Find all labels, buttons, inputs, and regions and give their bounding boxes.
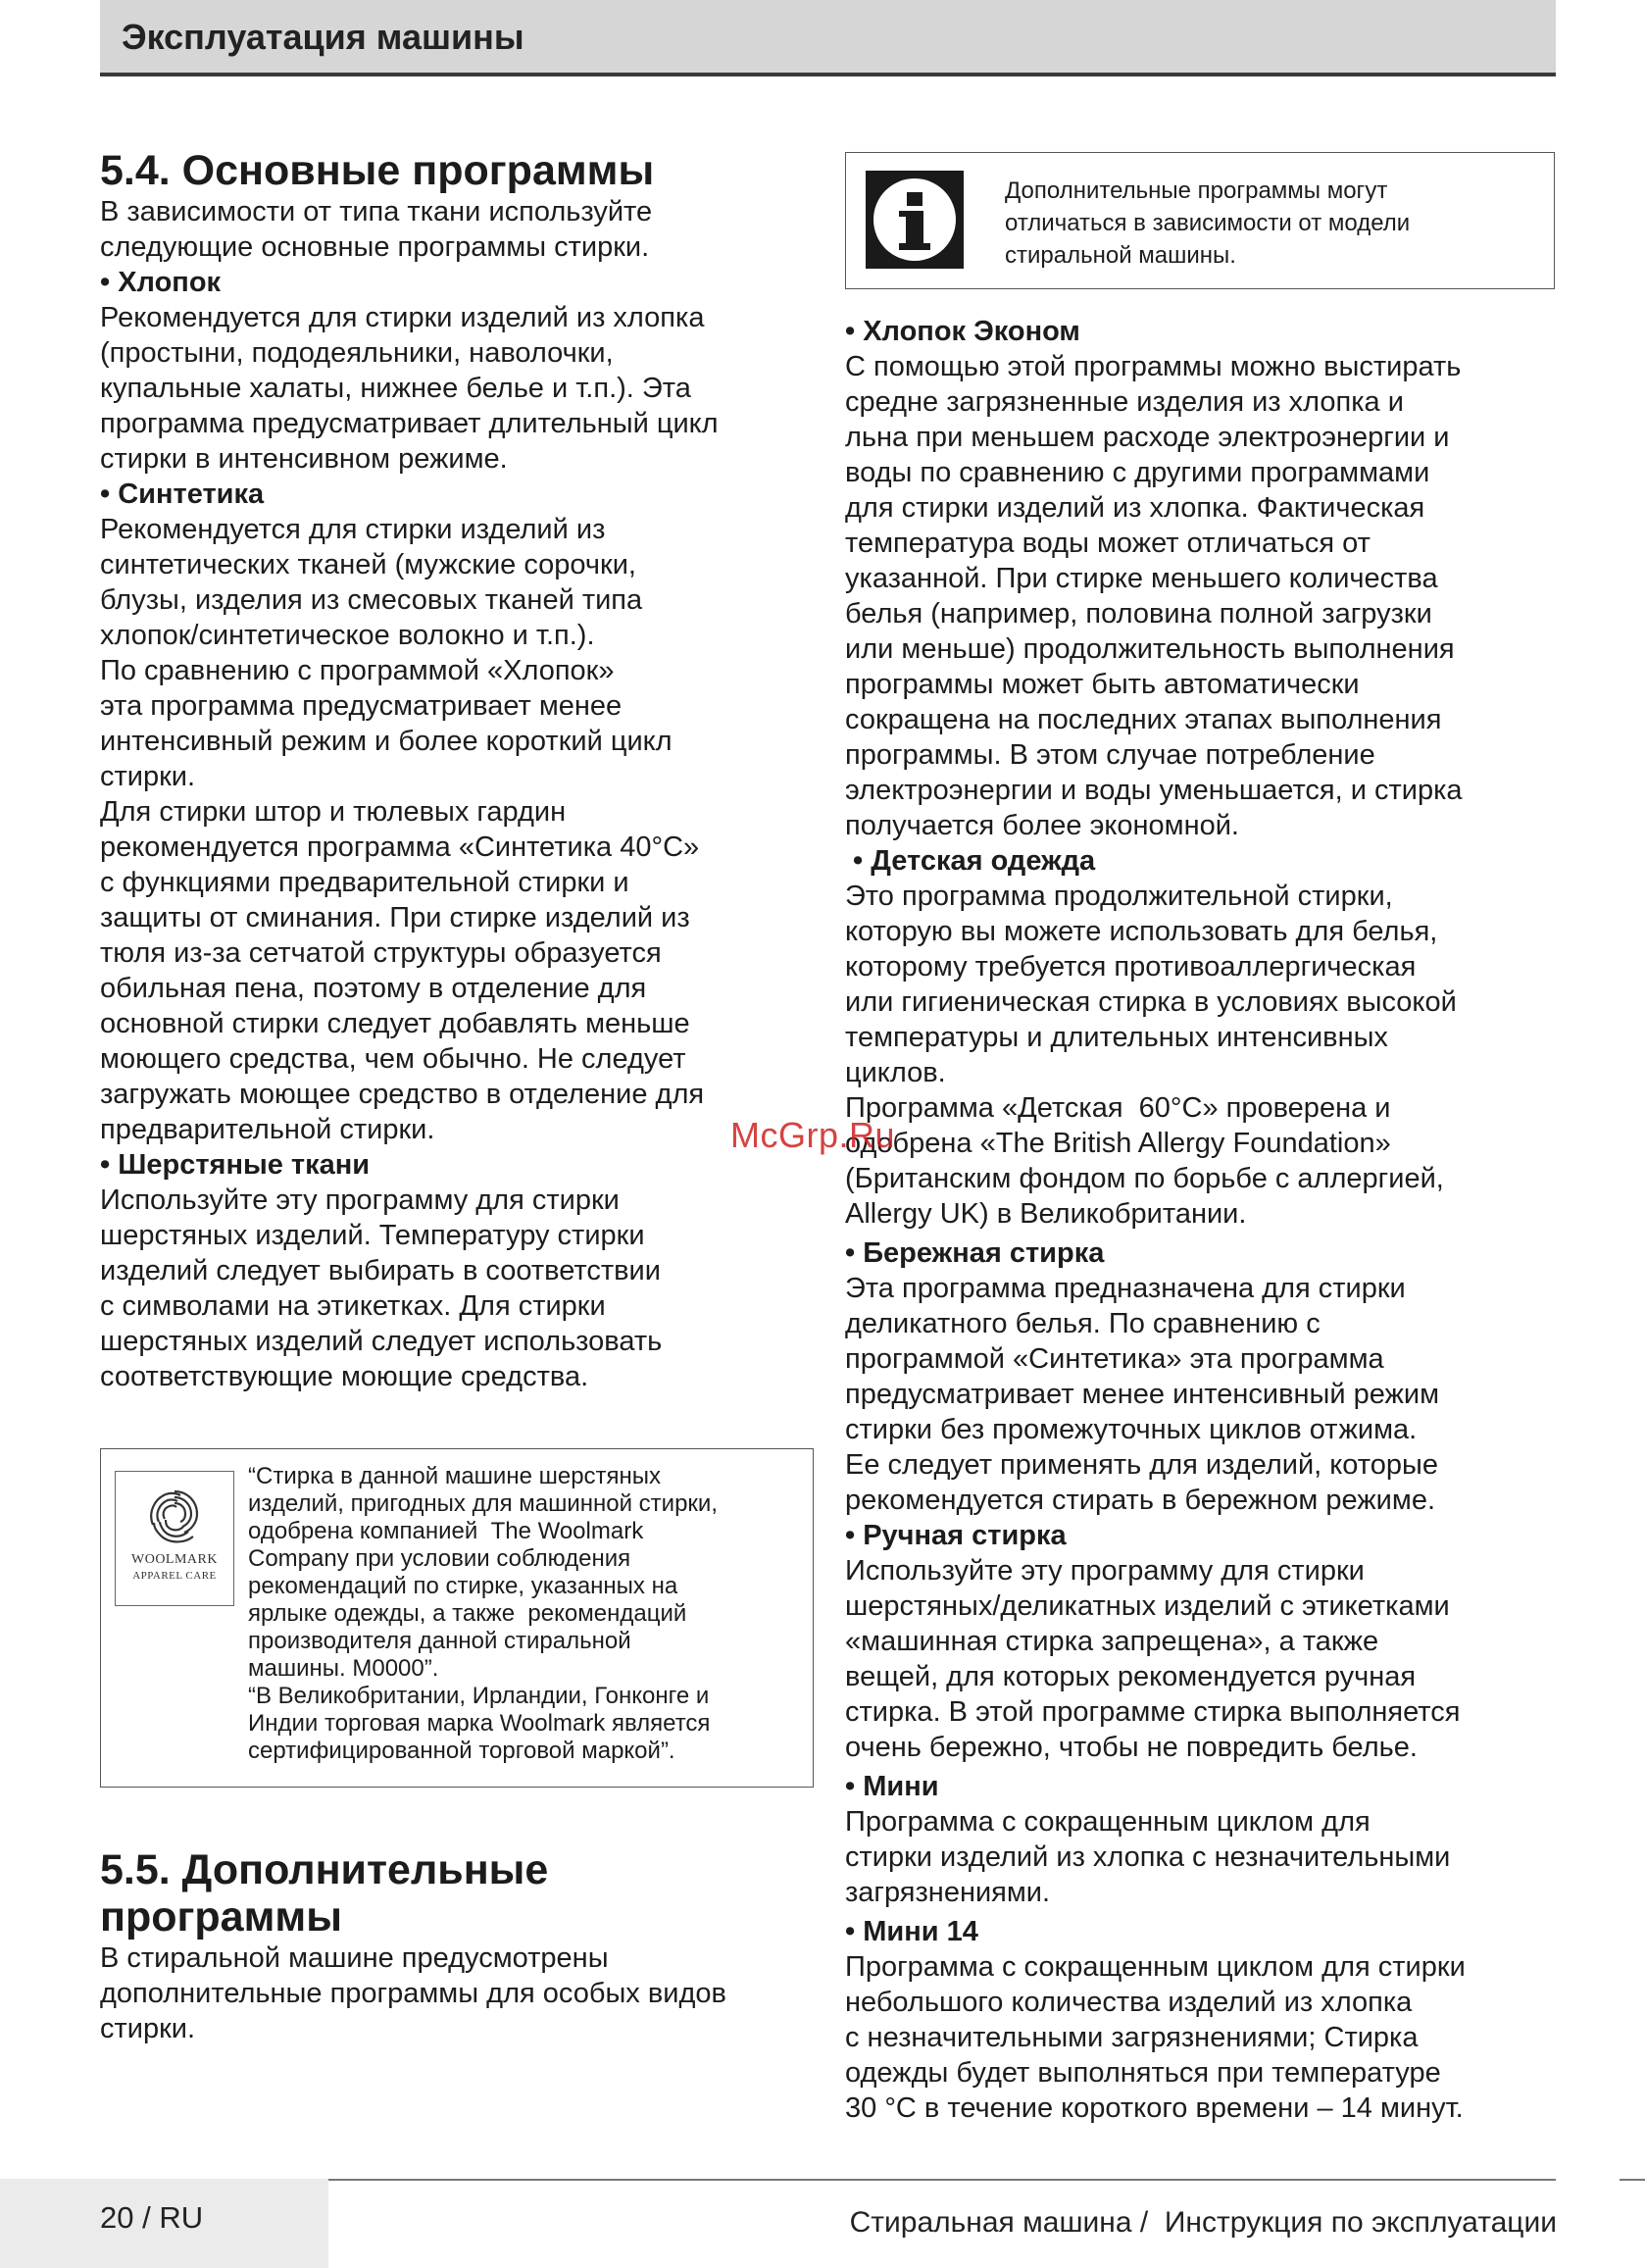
woolmark-logo-name: WOOLMARK: [131, 1552, 218, 1567]
left-column: [100, 147, 816, 1394]
program-text-cotton-eco: [845, 349, 1561, 843]
text-line: стирки в интенсивном режиме.: [100, 443, 508, 475]
text-line: программой «Синтетика» эта программа: [845, 1343, 1384, 1375]
text-line: моющего средства, чем обычно. Не следует: [100, 1043, 686, 1075]
text-line: загружать моющее средство в отделение для: [100, 1079, 705, 1110]
text-line: изделий следует выбирать в соответствии: [100, 1255, 661, 1286]
text-line: основной стирки следует добавлять меньше: [100, 1008, 690, 1039]
text-line: дополнительные программы для особых видов: [100, 1978, 726, 2009]
text-line: льна при меньшем расходе электроэнергии и: [845, 422, 1450, 453]
program-text-synthetic: [100, 512, 816, 1147]
text-line: стирки изделий из хлопка с незначительными: [845, 1841, 1451, 1873]
program-title-wool: • Шерстяные ткани: [100, 1149, 371, 1181]
info-note-text: [1005, 175, 1534, 272]
text-line: машины. M0000”.: [248, 1655, 439, 1682]
text-line: сокращена на последних этапах выполнения: [845, 704, 1442, 735]
program-title-hand-wash: • Ручная стирка: [845, 1520, 1067, 1551]
program-title-cotton: • Хлопок: [100, 267, 222, 298]
text-line: Рекомендуется для стирки изделий из: [100, 514, 606, 545]
text-line: средне загрязненные изделия из хлопка и: [845, 386, 1404, 418]
text-line: воды по сравнению с другими программами: [845, 457, 1430, 488]
text-line: “Стирка в данной машине шерстяных: [248, 1463, 662, 1489]
text-line: или гигиеническая стирка в условиях высокой: [845, 986, 1457, 1018]
text-line: Программа с сокращенным циклом для: [845, 1806, 1371, 1838]
text-line: Для стирки штор и тюлевых гардин: [100, 796, 567, 828]
text-line: небольшого количества изделий из хлопка: [845, 1987, 1413, 2018]
info-icon: [866, 171, 964, 269]
text-line: В стиральной машине предусмотрены: [100, 1942, 609, 1974]
text-line: Это программа продолжительной стирки,: [845, 881, 1393, 912]
text-line: программа предусматривает длительный цикл: [100, 408, 719, 439]
woolmark-logo: [115, 1471, 234, 1606]
text-line: купальные халаты, нижнее белье и т.п.). Эта: [100, 373, 691, 404]
text-line: В зависимости от типа ткани используйте: [100, 196, 653, 227]
program-text-baby: [845, 879, 1561, 1232]
text-line: С помощью этой программы можно выстирать: [845, 351, 1462, 382]
watermark: McGrp.Ru: [730, 1115, 896, 1155]
text-line: сертифицированной торговой маркой”.: [248, 1738, 675, 1764]
text-line: 5.5. Дополнительные: [100, 1846, 549, 1893]
text-line: электроэнергии и воды уменьшается, и стирка: [845, 775, 1463, 806]
text-line: хлопок/синтетическое волокно и т.п.).: [100, 620, 595, 651]
page-number: 20 / RU: [100, 2200, 204, 2235]
text-line: которую вы можете использовать для белья,: [845, 916, 1438, 947]
text-line: следующие основные программы стирки.: [100, 231, 650, 263]
text-line: производителя данной стиральной: [248, 1628, 631, 1654]
section-intro: [100, 194, 816, 265]
text-line: одежды будет выполняться при температуре: [845, 2057, 1441, 2089]
text-line: для стирки изделий из хлопка. Фактическая: [845, 492, 1425, 524]
text-line: предусматривает менее интенсивный режим: [845, 1379, 1440, 1410]
text-line: 30 °C в течение короткого времени – 14 минут.: [845, 2092, 1464, 2124]
text-line: деликатного белья. По сравнению с: [845, 1308, 1321, 1339]
text-line: Рекомендуется для стирки изделий из хлопка: [100, 302, 705, 333]
right-column: [845, 314, 1561, 2126]
text-line: стирки без промежуточных циклов отжима.: [845, 1414, 1418, 1445]
section-title-main-programs: 5.4. Основные программы: [100, 147, 655, 194]
text-line: Используйте эту программу для стирки: [845, 1555, 1365, 1587]
text-line: Allergy UK) в Великобритании.: [845, 1198, 1247, 1230]
program-text-hand-wash: [845, 1553, 1561, 1765]
text-line: (Британским фондом по борьбе с аллергией,: [845, 1163, 1444, 1194]
program-text-delicate: [845, 1271, 1561, 1518]
program-title-cotton-eco: • Хлопок Эконом: [845, 316, 1080, 347]
text-line: с функциями предварительной стирки и: [100, 867, 629, 898]
text-line: соответствующие моющие средства.: [100, 1361, 589, 1392]
text-line: температуры и длительных интенсивных: [845, 1022, 1388, 1053]
text-line: шерстяных/деликатных изделий с этикетками: [845, 1590, 1450, 1622]
text-line: рекомендуется программа «Синтетика 40°C»: [100, 832, 700, 863]
text-line: синтетических тканей (мужские сорочки,: [100, 549, 636, 580]
program-text-wool: [100, 1183, 816, 1394]
text-line: Используйте эту программу для стирки: [100, 1184, 620, 1216]
text-line: загрязнениями.: [845, 1877, 1051, 1908]
text-line: эта программа предусматривает менее: [100, 690, 623, 722]
section-title-additional-programs: [100, 1846, 816, 1940]
text-line: с символами на этикетках. Для стирки: [100, 1290, 606, 1322]
text-line: белья (например, половина полной загрузки: [845, 598, 1432, 630]
header-title: Эксплуатация машины: [122, 17, 524, 57]
text-line: обильная пена, поэтому в отделение для: [100, 973, 647, 1004]
text-line: отличаться в зависимости от модели: [1005, 210, 1411, 236]
text-line: «машинная стирка запрещена», а также: [845, 1626, 1379, 1657]
text-line: одобрена компанией The Woolmark: [248, 1518, 644, 1544]
text-line: шерстяных изделий. Температуру стирки: [100, 1220, 645, 1251]
program-text-mini-14: [845, 1949, 1561, 2126]
text-line: программы: [100, 1893, 342, 1940]
text-line: указанной. При стирке меньшего количества: [845, 563, 1438, 594]
text-line: рекомендуется стирать в бережном режиме.: [845, 1485, 1436, 1516]
text-line: температура воды может отличаться от: [845, 528, 1371, 559]
text-line: тюля из-за сетчатой структуры образуется: [100, 937, 662, 969]
text-line: Программа с сокращенным циклом для стирки: [845, 1951, 1466, 1983]
program-title-synthetic: • Синтетика: [100, 479, 265, 510]
text-line: интенсивный режим и более короткий цикл: [100, 726, 673, 757]
text-line: Программа «Детская 60°C» проверена и: [845, 1092, 1391, 1124]
info-note-box: [845, 152, 1555, 289]
text-line: Company при условии соблюдения: [248, 1545, 631, 1572]
woolmark-logo-sub: APPAREL CARE: [132, 1570, 217, 1582]
program-title-mini: • Мини: [845, 1771, 939, 1802]
text-line: рекомендаций по стирке, указанных на: [248, 1573, 678, 1599]
text-line: с незначительными загрязнениями; Стирка: [845, 2022, 1419, 2053]
text-line: очень бережно, чтобы не повредить белье.: [845, 1732, 1418, 1763]
text-line: программы. В этом случае потребление: [845, 739, 1375, 771]
text-line: ярлыке одежды, а также рекомендаций: [248, 1600, 687, 1627]
text-line: Ее следует применять для изделий, которые: [845, 1449, 1438, 1481]
woolmark-notice-text: [248, 1463, 807, 1765]
program-title-mini-14: • Мини 14: [845, 1916, 978, 1947]
text-line: циклов.: [845, 1057, 946, 1088]
text-line: По сравнению с программой «Хлопок»: [100, 655, 615, 686]
program-title-baby: • Детская одежда: [845, 845, 1096, 877]
text-line: Дополнительные программы могут: [1005, 177, 1388, 204]
text-line: стирки.: [100, 761, 196, 792]
woolmark-icon: [144, 1486, 205, 1546]
text-line: Индии торговая марка Woolmark является: [248, 1710, 711, 1737]
text-line: предварительной стирки.: [100, 1114, 435, 1145]
text-line: стиральной машины.: [1005, 242, 1236, 269]
text-line: или меньше) продолжительность выполнения: [845, 633, 1455, 665]
text-line: которому требуется противоаллергическая: [845, 951, 1417, 983]
text-line: программы может быть автоматически: [845, 669, 1360, 700]
program-text-mini: [845, 1804, 1561, 1910]
program-title-delicate: • Бережная стирка: [845, 1237, 1105, 1269]
text-line: вещей, для которых рекомендуется ручная: [845, 1661, 1417, 1692]
text-line: блузы, изделия из смесовых тканей типа: [100, 584, 643, 616]
text-line: шерстяных изделий следует использовать: [100, 1326, 663, 1357]
footer-document-title: Стиральная машина / Инструкция по эксплуатации: [849, 2206, 1557, 2239]
footer-side-mark: [1620, 2179, 1645, 2181]
text-line: одобрена «The British Allergy Foundation»: [845, 1128, 1391, 1159]
footer-rule: [328, 2179, 1556, 2181]
text-line: стирка. В этой программе стирка выполняется: [845, 1696, 1461, 1728]
text-line: изделий, пригодных для машинной стирки,: [248, 1490, 718, 1517]
woolmark-notice-box: [100, 1448, 814, 1788]
text-line: “В Великобритании, Ирландии, Гонконге и: [248, 1683, 710, 1709]
left-column-bottom: [100, 1846, 816, 2046]
page-header: [100, 0, 1556, 76]
section-additional-text: [100, 1940, 816, 2046]
text-line: получается более экономной.: [845, 810, 1239, 841]
program-text-cotton: [100, 300, 816, 477]
text-line: Эта программа предназначена для стирки: [845, 1273, 1406, 1304]
text-line: стирки.: [100, 2013, 196, 2044]
text-line: (простыни, пододеяльники, наволочки,: [100, 337, 614, 369]
text-line: защиты от сминания. При стирке изделий из: [100, 902, 690, 933]
